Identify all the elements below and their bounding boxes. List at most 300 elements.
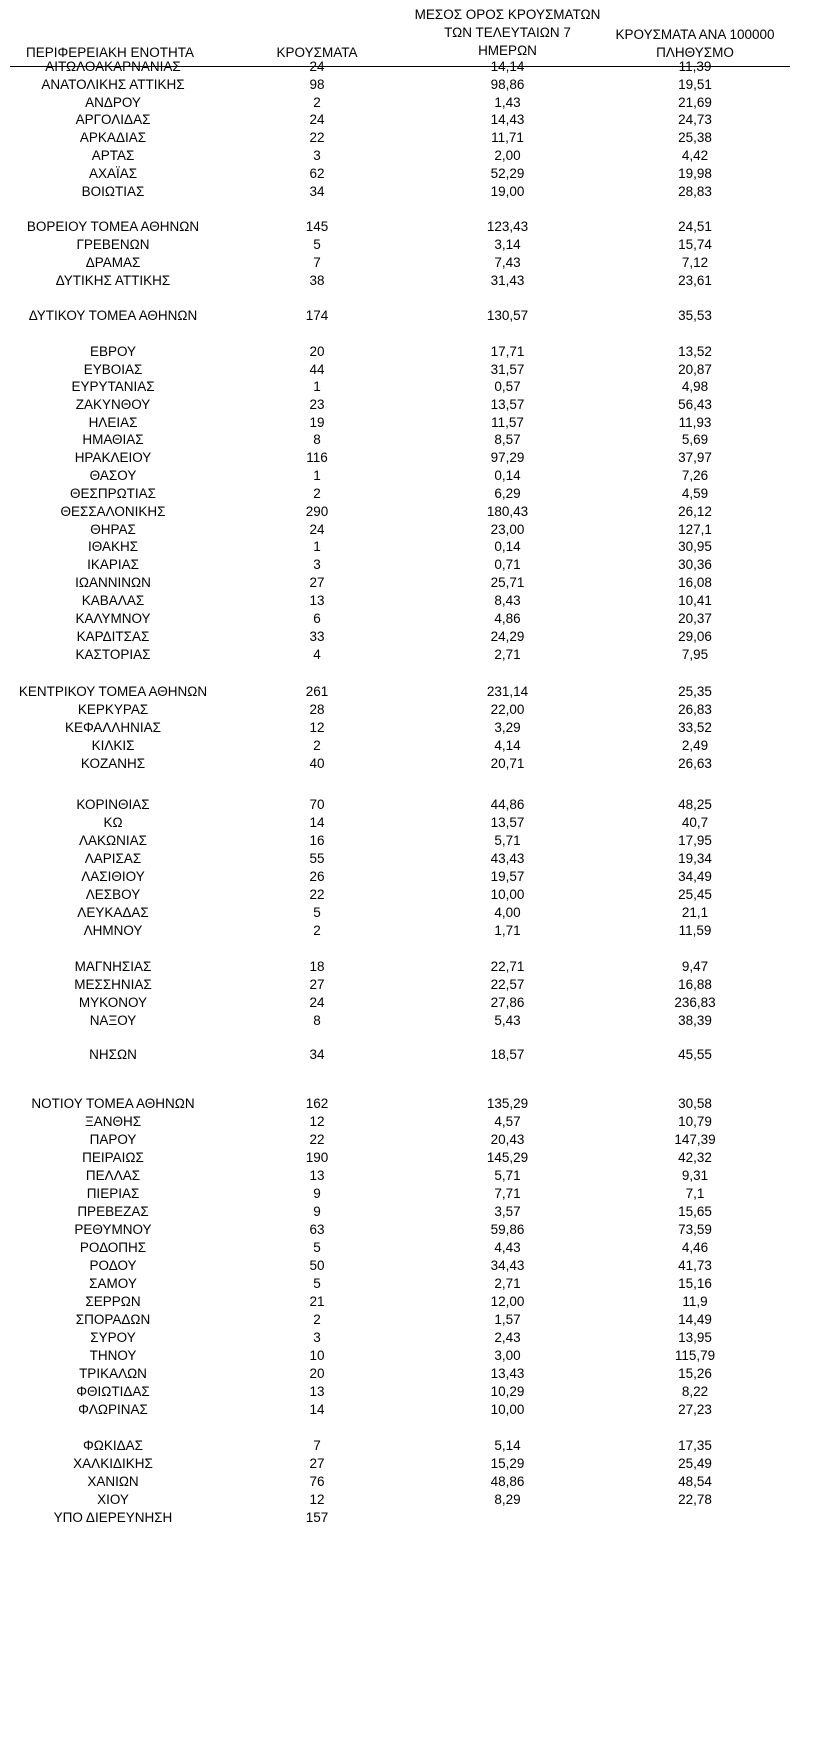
avg-7-days-cell: 5,71 — [494, 833, 521, 848]
per-100k-cell: 4,46 — [681, 1240, 709, 1255]
table-row — [0, 217, 823, 237]
per-100k-cell: 22,78 — [678, 1492, 712, 1507]
cases-cell: 62 — [309, 166, 325, 181]
per-100k-cell: 73,59 — [678, 1222, 712, 1237]
per-100k-cell: 7,12 — [681, 255, 709, 270]
region-name-cell: ΘΕΣΠΡΩΤΙΑΣ — [69, 486, 157, 501]
cases-cell: 190 — [305, 1150, 329, 1165]
avg-7-days-cell: 4,86 — [494, 611, 521, 626]
cases-cell: 3 — [313, 1330, 321, 1345]
table-row — [0, 57, 823, 77]
per-100k-cell: 28,83 — [678, 184, 712, 199]
table-row — [0, 1364, 823, 1384]
table-row — [0, 182, 823, 202]
header-region-label: ΠΕΡΙΦΕΡΕΙΑΚΗ ΕΝΟΤΗΤΑ — [25, 45, 195, 60]
avg-7-days-cell: 5,43 — [494, 1013, 521, 1028]
avg-7-days-cell: 23,00 — [490, 522, 525, 537]
per-100k-cell: 25,49 — [678, 1456, 712, 1471]
avg-7-days-cell: 7,71 — [494, 1186, 521, 1201]
region-name-cell: ΘΕΣΣΑΛΟΝΙΚΗΣ — [60, 504, 166, 519]
region-name-cell: ΙΩΑΝΝΙΝΩΝ — [75, 575, 151, 590]
avg-7-days-cell: 31,57 — [490, 362, 525, 377]
region-name-cell: ΑΝΑΤΟΛΙΚΗΣ ΑΤΤΙΚΗΣ — [41, 77, 185, 92]
region-name-cell: ΛΑΚΩΝΙΑΣ — [79, 833, 147, 848]
per-100k-cell: 25,45 — [678, 887, 712, 902]
table-row — [0, 813, 823, 833]
avg-7-days-cell: 10,00 — [490, 887, 525, 902]
header-avg-line-3: ΗΜΕΡΩΝ — [478, 43, 537, 58]
avg-7-days-cell: 13,57 — [490, 815, 525, 830]
cases-cell: 145 — [305, 219, 329, 234]
per-100k-cell: 20,37 — [678, 611, 712, 626]
cases-cell: 55 — [309, 851, 325, 866]
per-100k-cell: 21,1 — [681, 905, 709, 920]
avg-7-days-cell: 24,29 — [490, 629, 525, 644]
cases-cell: 22 — [309, 130, 325, 145]
table-row — [0, 1400, 823, 1420]
cases-cell: 8 — [313, 1013, 321, 1028]
avg-7-days-cell: 123,43 — [486, 219, 529, 234]
table-row — [0, 1274, 823, 1294]
region-name-cell: ΑΧΑΪΑΣ — [88, 166, 138, 181]
per-100k-cell: 16,08 — [678, 575, 712, 590]
table-row — [0, 1130, 823, 1150]
per-100k-cell: 27,23 — [678, 1402, 712, 1417]
per-100k-cell: 19,51 — [678, 77, 712, 92]
table-row — [0, 1310, 823, 1330]
per-100k-cell: 35,53 — [678, 308, 712, 323]
cases-cell: 16 — [309, 833, 325, 848]
region-name-cell: ΘΑΣΟΥ — [89, 468, 137, 483]
avg-7-days-cell: 20,43 — [490, 1132, 525, 1147]
cases-cell: 50 — [309, 1258, 325, 1273]
per-100k-cell: 26,12 — [678, 504, 712, 519]
region-name-cell: ΤΡΙΚΑΛΩΝ — [79, 1366, 147, 1381]
per-100k-cell: 15,74 — [678, 237, 712, 252]
region-name-cell: ΒΟΡΕΙΟΥ ΤΟΜΕΑ ΑΘΗΝΩΝ — [26, 219, 200, 234]
table-row — [0, 253, 823, 273]
avg-7-days-cell: 0,57 — [494, 379, 521, 394]
table-row — [0, 146, 823, 166]
cases-cell: 7 — [313, 1438, 321, 1453]
region-name-cell: ΦΩΚΙΔΑΣ — [83, 1438, 143, 1453]
per-100k-cell: 21,69 — [678, 95, 712, 110]
cases-cell: 2 — [313, 95, 321, 110]
cases-cell: 22 — [309, 887, 325, 902]
region-name-cell: ΤΗΝΟΥ — [89, 1348, 137, 1363]
table-row — [0, 164, 823, 184]
per-100k-cell: 34,49 — [678, 869, 712, 884]
avg-7-days-cell: 8,57 — [494, 432, 521, 447]
region-name-cell: ΔΡΑΜΑΣ — [85, 255, 141, 270]
avg-7-days-cell: 27,86 — [490, 995, 525, 1010]
per-100k-cell: 40,7 — [681, 815, 709, 830]
header-per-line-2: ΠΛΗΘΥΣΜΟ — [656, 45, 734, 60]
avg-7-days-cell: 2,00 — [494, 148, 521, 163]
avg-7-days-cell: 6,29 — [494, 486, 521, 501]
cases-cell: 5 — [313, 1276, 321, 1291]
avg-7-days-cell: 13,57 — [490, 397, 525, 412]
avg-7-days-cell: 10,29 — [490, 1384, 525, 1399]
region-name-cell: ΕΥΡΥΤΑΝΙΑΣ — [71, 379, 155, 394]
header-avg-line-2: ΤΩΝ ΤΕΛΕΥΤΑΙΩΝ 7 — [444, 25, 571, 40]
table-row — [0, 700, 823, 720]
per-100k-cell: 26,83 — [678, 702, 712, 717]
region-name-cell: ΣΥΡΟΥ — [90, 1330, 136, 1345]
avg-7-days-cell: 3,00 — [494, 1348, 521, 1363]
region-name-cell: ΛΗΜΝΟΥ — [83, 923, 143, 938]
avg-7-days-cell: 14,14 — [490, 59, 525, 74]
region-name-cell: ΖΑΚΥΝΘΟΥ — [75, 397, 151, 412]
cases-cell: 12 — [309, 1492, 325, 1507]
per-100k-cell: 30,36 — [678, 557, 712, 572]
avg-7-days-cell: 135,29 — [486, 1096, 529, 1111]
cases-cell: 7 — [313, 255, 321, 270]
region-name-cell: ΡΕΘΥΜΝΟΥ — [74, 1222, 152, 1237]
region-name-cell: ΒΟΙΩΤΙΑΣ — [81, 184, 145, 199]
table-row — [0, 754, 823, 774]
avg-7-days-cell: 34,43 — [490, 1258, 525, 1273]
region-name-cell: ΚΕΝΤΡΙΚΟΥ ΤΟΜΕΑ ΑΘΗΝΩΝ — [18, 684, 208, 699]
region-name-cell: ΡΟΔΟΥ — [89, 1258, 137, 1273]
per-100k-cell: 19,34 — [678, 851, 712, 866]
table-row — [0, 1490, 823, 1510]
per-100k-cell: 14,49 — [678, 1312, 712, 1327]
table-row — [0, 867, 823, 887]
table-row — [0, 466, 823, 486]
per-100k-cell: 25,35 — [678, 684, 712, 699]
avg-7-days-cell: 11,57 — [491, 415, 524, 430]
region-name-cell: ΗΛΕΙΑΣ — [88, 415, 138, 430]
region-name-cell: ΑΡΚΑΔΙΑΣ — [79, 130, 147, 145]
cases-cell: 2 — [313, 738, 321, 753]
region-name-cell: ΗΜΑΘΙΑΣ — [82, 432, 144, 447]
per-100k-cell: 236,83 — [674, 995, 716, 1010]
region-name-cell: ΚΕΦΑΛΛΗΝΙΑΣ — [64, 720, 162, 735]
avg-7-days-cell: 2,71 — [494, 647, 521, 662]
per-100k-cell: 45,55 — [678, 1047, 712, 1062]
cases-cell: 5 — [313, 1240, 321, 1255]
per-100k-cell: 26,63 — [678, 756, 712, 771]
avg-7-days-cell: 0,71 — [494, 557, 521, 572]
avg-7-days-cell: 14,43 — [490, 112, 525, 127]
per-100k-cell: 10,79 — [678, 1114, 712, 1129]
per-100k-cell: 15,26 — [678, 1366, 712, 1381]
region-name-cell: ΠΙΕΡΙΑΣ — [86, 1186, 140, 1201]
per-100k-cell: 23,61 — [678, 273, 712, 288]
cases-cell: 14 — [309, 815, 325, 830]
avg-7-days-cell: 15,29 — [490, 1456, 525, 1471]
table-row — [0, 1436, 823, 1456]
per-100k-cell: 13,95 — [678, 1330, 712, 1345]
region-name-cell: ΣΠΟΡΑΔΩΝ — [75, 1312, 151, 1327]
region-name-cell: ΧΑΛΚΙΔΙΚΗΣ — [73, 1456, 153, 1471]
table-row — [0, 849, 823, 869]
per-100k-cell: 4,59 — [681, 486, 709, 501]
table-row — [0, 1220, 823, 1240]
per-100k-cell: 11,93 — [678, 415, 712, 430]
cases-cell: 18 — [309, 959, 325, 974]
avg-7-days-cell: 4,57 — [494, 1114, 521, 1129]
table-row — [0, 1045, 823, 1065]
avg-7-days-cell: 130,57 — [486, 308, 529, 323]
cases-cell: 10 — [309, 1348, 325, 1363]
region-name-cell: ΚΑΣΤΟΡΙΑΣ — [75, 647, 151, 662]
avg-7-days-cell: 3,14 — [494, 237, 521, 252]
table-row — [0, 377, 823, 397]
avg-7-days-cell: 4,14 — [494, 738, 521, 753]
table-row — [0, 609, 823, 629]
avg-7-days-cell: 31,43 — [490, 273, 525, 288]
table-row — [0, 128, 823, 148]
cases-cell: 24 — [309, 522, 325, 537]
cases-cell: 5 — [313, 905, 321, 920]
header-cases-label: ΚΡΟΥΣΜΑΤΑ — [276, 45, 358, 60]
per-100k-cell: 29,06 — [678, 629, 712, 644]
table-row — [0, 306, 823, 326]
cases-cell: 1 — [313, 379, 321, 394]
cases-cell: 13 — [309, 593, 325, 608]
avg-7-days-cell: 2,43 — [494, 1330, 521, 1345]
region-name-cell: ΠΕΙΡΑΙΩΣ — [82, 1150, 144, 1165]
per-100k-cell: 11,59 — [678, 923, 712, 938]
region-name-cell: ΚΑΛΥΜΝΟΥ — [75, 611, 151, 626]
avg-7-days-cell: 4,43 — [494, 1240, 521, 1255]
per-100k-cell: 16,88 — [678, 977, 712, 992]
region-name-cell: ΝΑΞΟΥ — [89, 1013, 137, 1028]
avg-7-days-cell: 4,00 — [494, 905, 521, 920]
cases-cell: 20 — [309, 1366, 325, 1381]
per-100k-cell: 115,79 — [674, 1348, 716, 1363]
cases-cell: 3 — [313, 148, 321, 163]
region-name-cell: ΣΑΜΟΥ — [89, 1276, 137, 1291]
table-row — [0, 1292, 823, 1312]
cases-cell: 27 — [309, 575, 325, 590]
table-row — [0, 110, 823, 130]
table-row — [0, 1238, 823, 1258]
table-row — [0, 1454, 823, 1474]
header-per-line-1: ΚΡΟΥΣΜΑΤΑ ΑΝΑ 100000 — [615, 27, 775, 42]
per-100k-cell: 9,47 — [681, 959, 709, 974]
cases-cell: 27 — [309, 977, 325, 992]
per-100k-cell: 48,25 — [678, 797, 712, 812]
cases-cell: 21 — [309, 1294, 325, 1309]
table-row — [0, 1256, 823, 1276]
cases-cell: 157 — [305, 1510, 329, 1525]
cases-cell: 27 — [309, 1456, 325, 1471]
avg-7-days-cell: 18,57 — [490, 1047, 525, 1062]
table-row — [0, 1472, 823, 1492]
region-name-cell: ΕΒΡΟΥ — [89, 344, 137, 359]
per-100k-cell: 9,31 — [681, 1168, 709, 1183]
avg-7-days-cell: 0,14 — [494, 468, 521, 483]
cases-cell: 26 — [309, 869, 325, 884]
region-name-cell: ΚΙΛΚΙΣ — [91, 738, 135, 753]
avg-7-days-cell: 8,43 — [494, 593, 521, 608]
per-100k-cell: 25,38 — [678, 130, 712, 145]
table-row — [0, 342, 823, 362]
per-100k-cell: 8,22 — [681, 1384, 709, 1399]
table-row — [0, 395, 823, 415]
avg-7-days-cell: 59,86 — [490, 1222, 525, 1237]
per-100k-cell: 10,41 — [678, 593, 712, 608]
per-100k-cell: 30,95 — [678, 539, 712, 554]
avg-7-days-cell: 44,86 — [490, 797, 525, 812]
region-name-cell: ΛΑΣΙΘΙΟΥ — [81, 869, 145, 884]
region-name-cell: ΘΗΡΑΣ — [90, 522, 136, 537]
table-row — [0, 885, 823, 905]
cases-cell: 24 — [309, 995, 325, 1010]
region-name-cell: ΔΥΤΙΚΗΣ ΑΤΤΙΚΗΣ — [55, 273, 171, 288]
table-row — [0, 1011, 823, 1031]
cases-cell: 8 — [313, 432, 321, 447]
avg-7-days-cell: 12,00 — [490, 1294, 525, 1309]
avg-7-days-cell: 19,00 — [490, 184, 525, 199]
cases-cell: 174 — [305, 308, 329, 323]
region-name-cell: ΥΠΟ ΔΙΕΡΕΥΝΗΣΗ — [53, 1510, 173, 1525]
table-row — [0, 831, 823, 851]
cases-cell: 9 — [313, 1204, 321, 1219]
table-row — [0, 555, 823, 575]
avg-7-days-cell: 231,14 — [486, 684, 529, 699]
region-name-cell: ΦΛΩΡΙΝΑΣ — [78, 1402, 148, 1417]
table-row — [0, 627, 823, 647]
per-100k-cell: 17,95 — [678, 833, 712, 848]
per-100k-cell: 7,26 — [681, 468, 709, 483]
per-100k-cell: 4,42 — [681, 148, 709, 163]
avg-7-days-cell: 7,43 — [494, 255, 521, 270]
avg-7-days-cell: 0,14 — [494, 539, 521, 554]
cases-cell: 33 — [309, 629, 325, 644]
per-100k-cell: 41,73 — [678, 1258, 712, 1273]
cases-cell: 1 — [313, 539, 321, 554]
region-name-cell: ΜΑΓΝΗΣΙΑΣ — [74, 959, 152, 974]
table-row — [0, 645, 823, 665]
avg-7-days-cell: 1,43 — [494, 95, 521, 110]
cases-cell: 6 — [313, 611, 321, 626]
region-name-cell: ΚΟΡΙΝΘΙΑΣ — [76, 797, 150, 812]
header-avg-line-1: ΜΕΣΟΣ ΟΡΟΣ ΚΡΟΥΣΜΑΤΩΝ — [414, 7, 601, 22]
cases-cell: 44 — [309, 362, 325, 377]
table-row — [0, 1148, 823, 1168]
region-name-cell: ΔΥΤΙΚΟΥ ΤΟΜΕΑ ΑΘΗΝΩΝ — [28, 308, 198, 323]
per-100k-cell: 56,43 — [678, 397, 712, 412]
cases-cell: 162 — [305, 1096, 329, 1111]
cases-cell: 12 — [309, 720, 325, 735]
avg-7-days-cell: 19,57 — [490, 869, 525, 884]
table-row — [0, 1166, 823, 1186]
avg-7-days-cell: 98,86 — [490, 77, 525, 92]
region-name-cell: ΠΡΕΒΕΖΑΣ — [77, 1204, 149, 1219]
cases-cell: 20 — [309, 344, 325, 359]
avg-7-days-cell: 11,71 — [491, 130, 524, 145]
region-name-cell: ΗΡΑΚΛΕΙΟΥ — [74, 450, 152, 465]
region-name-cell: ΜΕΣΣΗΝΙΑΣ — [74, 977, 152, 992]
per-100k-cell: 5,69 — [681, 432, 709, 447]
avg-7-days-cell: 17,71 — [490, 344, 525, 359]
per-100k-cell: 11,9 — [682, 1294, 708, 1309]
region-name-cell: ΑΝΔΡΟΥ — [85, 95, 141, 110]
region-name-cell: ΝΗΣΩΝ — [89, 1047, 137, 1062]
cases-cell: 13 — [309, 1168, 325, 1183]
cases-cell: 34 — [309, 1047, 325, 1062]
cases-cell: 38 — [309, 273, 325, 288]
table-row — [0, 1382, 823, 1402]
region-name-cell: ΧΑΝΙΩΝ — [87, 1474, 139, 1489]
region-name-cell: ΣΕΡΡΩΝ — [85, 1294, 141, 1309]
table-row — [0, 591, 823, 611]
region-name-cell: ΛΑΡΙΣΑΣ — [84, 851, 142, 866]
table-row — [0, 975, 823, 995]
cases-cell: 24 — [309, 59, 325, 74]
avg-7-days-cell: 48,86 — [490, 1474, 525, 1489]
per-100k-cell: 48,54 — [678, 1474, 712, 1489]
header-avg-7-days — [405, 6, 610, 60]
region-name-cell: ΞΑΝΘΗΣ — [84, 1114, 142, 1129]
per-100k-cell: 42,32 — [678, 1150, 712, 1165]
per-100k-cell: 7,1 — [685, 1186, 705, 1201]
cases-cell: 70 — [309, 797, 325, 812]
region-name-cell: ΠΕΛΛΑΣ — [85, 1168, 141, 1183]
cases-cell: 24 — [309, 112, 325, 127]
per-100k-cell: 17,35 — [678, 1438, 712, 1453]
avg-7-days-cell: 97,29 — [490, 450, 525, 465]
cases-cell: 12 — [309, 1114, 325, 1129]
table-row — [0, 1508, 823, 1528]
table-row — [0, 271, 823, 291]
table-row — [0, 430, 823, 450]
avg-7-days-cell: 3,29 — [494, 720, 521, 735]
region-name-cell: ΚΟΖΑΝΗΣ — [80, 756, 146, 771]
per-100k-cell: 13,52 — [678, 344, 712, 359]
avg-7-days-cell: 3,57 — [494, 1204, 521, 1219]
per-100k-cell: 24,73 — [678, 112, 712, 127]
avg-7-days-cell: 10,00 — [490, 1402, 525, 1417]
table-row — [0, 736, 823, 756]
cases-cell: 5 — [313, 237, 321, 252]
region-name-cell: ΜΥΚΟΝΟΥ — [78, 995, 148, 1010]
region-name-cell: ΠΑΡΟΥ — [89, 1132, 137, 1147]
region-name-cell: ΙΚΑΡΙΑΣ — [87, 557, 139, 572]
cases-cell: 34 — [309, 184, 325, 199]
region-name-cell: ΡΟΔΟΠΗΣ — [79, 1240, 147, 1255]
table-row — [0, 921, 823, 941]
cases-cell: 2 — [313, 486, 321, 501]
avg-7-days-cell: 8,29 — [494, 1492, 521, 1507]
per-100k-cell: 15,16 — [678, 1276, 712, 1291]
region-name-cell: ΓΡΕΒΕΝΩΝ — [76, 237, 150, 252]
avg-7-days-cell: 13,43 — [490, 1366, 525, 1381]
table-row — [0, 1112, 823, 1132]
cases-cell: 76 — [309, 1474, 325, 1489]
cases-cell: 40 — [309, 756, 325, 771]
cases-cell: 261 — [305, 684, 329, 699]
avg-7-days-cell: 1,71 — [494, 923, 521, 938]
avg-7-days-cell: 5,71 — [494, 1168, 521, 1183]
table-row — [0, 1346, 823, 1366]
avg-7-days-cell: 1,57 — [494, 1312, 521, 1327]
table-row — [0, 502, 823, 522]
per-100k-cell: 147,39 — [674, 1132, 716, 1147]
per-100k-cell: 19,98 — [678, 166, 712, 181]
cases-cell: 22 — [309, 1132, 325, 1147]
region-name-cell: ΚΩ — [103, 815, 123, 830]
table-row — [0, 235, 823, 255]
avg-7-days-cell: 43,43 — [490, 851, 525, 866]
table-row — [0, 484, 823, 504]
table-row — [0, 1094, 823, 1114]
avg-7-days-cell: 22,00 — [490, 702, 525, 717]
